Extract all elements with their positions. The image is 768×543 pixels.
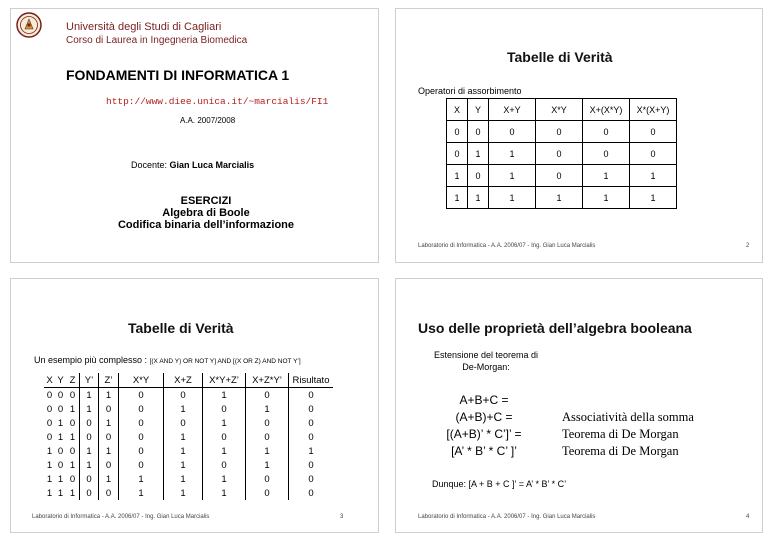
table-cell: 0 (46, 389, 53, 401)
table-header-cell: Risultato (289, 373, 334, 388)
intro-text: Un esempio più complesso : (34, 355, 148, 365)
table-cell: 0 (246, 430, 289, 444)
slide2-subtitle: Operatori di assorbimento (418, 86, 522, 96)
law-label: Teorema di De Morgan (562, 427, 679, 441)
exercise-topic-encoding: Codifica binaria dell’informazione (117, 219, 295, 231)
table-cell: 1 (447, 187, 468, 209)
table-header-cell: X (447, 99, 468, 121)
table-cell: 0 (289, 416, 334, 430)
table-cell: 0 (46, 403, 53, 415)
slide2-footer: Laboratorio di Informatica - A.A. 2006/07 - Ing. Gian Luca Marcialis (418, 243, 596, 249)
table-cell: 0 (447, 121, 468, 143)
table-cell: 1 (80, 402, 99, 416)
table-cell: 0 (99, 486, 119, 500)
demorgan-extension-line2: De-Morgan: (462, 362, 510, 372)
table-cell: 1 (119, 472, 164, 486)
slide4-footer: Laboratorio di Informatica - A.A. 2006/07 - Ing. Gian Luca Marcialis (418, 514, 596, 520)
table-header-cell: Z’ (99, 373, 119, 388)
table-row (44, 388, 333, 403)
table-cell: 1 (203, 444, 246, 458)
table-cell: 1 (583, 165, 630, 187)
table-cell: 0 (119, 388, 164, 403)
table-cell: 1 (164, 444, 203, 458)
table-cell: 1 (164, 472, 203, 486)
table-cell: 1 (164, 458, 203, 472)
table-cell: 0 (289, 388, 334, 403)
table-cell: 1 (69, 487, 76, 499)
table-cell: 0 (289, 458, 334, 472)
table-cell: 1 (536, 187, 583, 209)
table-cell: 1 (203, 416, 246, 430)
table-cell: 0 (80, 416, 99, 430)
table-row (447, 187, 677, 209)
table-row (447, 165, 677, 187)
law-label: Teorema di De Morgan (562, 444, 679, 458)
table-cell: 0 (57, 459, 64, 471)
table-cell: 1 (46, 445, 53, 457)
table-cell: 1 (69, 431, 76, 443)
absorption-truth-table (446, 98, 677, 209)
table-cell: 0 (80, 486, 99, 500)
complex-truth-table (44, 373, 333, 500)
teacher-line (131, 160, 254, 170)
equation-line: [A’ * B’ * C’ ]’ (451, 444, 517, 458)
table-cell: 0 (203, 402, 246, 416)
table-cell: 0 (99, 402, 119, 416)
table-cell: 1 (99, 444, 119, 458)
table-cell: 0 (536, 143, 583, 165)
law-label: Associatività della somma (562, 410, 694, 424)
table-cell: 1 (69, 403, 76, 415)
table-cell: 1 (46, 473, 53, 485)
table-header-cell: X*Y (119, 373, 164, 388)
equation-line: [(A+B)’ * C’]’ = (446, 427, 522, 441)
table-row (44, 458, 333, 472)
table-cell: 1 (246, 402, 289, 416)
table-header-cell: X*Y+Z’ (203, 373, 246, 388)
table-cell: 1 (164, 430, 203, 444)
table-cell: 1 (583, 187, 630, 209)
exercise-topic-boole: Algebra di Boole (162, 207, 250, 219)
table-cell: 0 (57, 445, 64, 457)
table-cell: 0 (119, 444, 164, 458)
table-cell: 1 (99, 416, 119, 430)
table-cell: 0 (69, 473, 76, 485)
table-header-cell: Y (468, 99, 489, 121)
table-row (44, 472, 333, 486)
table-cell: 1 (468, 143, 489, 165)
slide4-title: Uso delle proprietà dell’algebra booleana (418, 320, 692, 336)
table-cell: 1 (69, 459, 76, 471)
table-cell: 0 (447, 143, 468, 165)
table-cell: 0 (57, 389, 64, 401)
table-cell: 1 (489, 165, 536, 187)
table-header-cell: Y (55, 373, 66, 388)
table-header-cell: X+Y (489, 99, 536, 121)
table-cell: 1 (630, 165, 677, 187)
table-header-cell: Y’ (80, 373, 99, 388)
table-cell: 0 (630, 121, 677, 143)
table-cell: 0 (119, 430, 164, 444)
table-row (44, 486, 333, 500)
teacher-name: Gian Luca Marcialis (169, 160, 255, 170)
table-cell: 0 (289, 402, 334, 416)
table-row (44, 416, 333, 430)
table-header-row (44, 373, 333, 388)
slide4-page-number: 4 (746, 514, 750, 520)
course-url: http://www.diee.unica.it/~marcialis/FI1 (106, 96, 329, 107)
table-row (44, 402, 333, 416)
table-cell: 1 (203, 486, 246, 500)
table-cell: 0 (69, 417, 76, 429)
table-cell: 0 (99, 430, 119, 444)
table-cell: 0 (80, 430, 99, 444)
slide2-title: Tabelle di Verità (507, 49, 613, 65)
table-cell: 1 (119, 486, 164, 500)
table-cell: 0 (69, 389, 76, 401)
table-cell: 1 (164, 486, 203, 500)
table-cell: 0 (289, 430, 334, 444)
table-cell: 1 (203, 472, 246, 486)
table-cell: 1 (99, 388, 119, 403)
table-cell: 1 (57, 487, 64, 499)
table-header-row (447, 99, 677, 121)
table-row (44, 430, 333, 444)
course-name: Corso di Laurea in Ingegneria Biomedica (66, 35, 248, 46)
table-cell: 0 (119, 416, 164, 430)
slide3-intro (34, 355, 301, 365)
table-cell: 1 (468, 187, 489, 209)
table-header-cell: X+Z*Y’ (246, 373, 289, 388)
table-header-cell: Z (66, 373, 80, 388)
demorgan-conclusion: Dunque: [A + B + C ]’ = A’ * B’ * C’ (432, 479, 567, 489)
table-header-cell: X*(X+Y) (630, 99, 677, 121)
table-cell: 0 (80, 472, 99, 486)
table-cell: 0 (289, 472, 334, 486)
table-header-cell: X+Z (164, 373, 203, 388)
table-row (447, 143, 677, 165)
table-cell: 1 (246, 458, 289, 472)
table-cell: 0 (583, 121, 630, 143)
table-cell: 0 (468, 121, 489, 143)
table-cell: 1 (99, 472, 119, 486)
university-seal-icon (16, 12, 42, 38)
table-cell: 1 (80, 458, 99, 472)
table-cell: 1 (57, 473, 64, 485)
slide1-title: FONDAMENTI DI INFORMATICA 1 (66, 67, 290, 83)
table-cell: 1 (46, 459, 53, 471)
table-cell: 0 (289, 486, 334, 500)
demorgan-extension-line1: Estensione del teorema di (433, 350, 539, 360)
exercise-heading: ESERCIZI (180, 195, 232, 207)
table-cell: 1 (630, 187, 677, 209)
table-cell: 0 (536, 121, 583, 143)
table-cell: 1 (164, 402, 203, 416)
table-cell: 0 (164, 416, 203, 430)
table-cell: 1 (489, 143, 536, 165)
table-cell: 0 (164, 388, 203, 403)
academic-year: A.A. 2007/2008 (180, 116, 236, 125)
equation-line: A+B+C = (459, 393, 509, 407)
table-cell: 1 (203, 388, 246, 403)
table-cell: 0 (630, 143, 677, 165)
table-cell: 0 (246, 416, 289, 430)
university-name: Università degli Studi di Cagliari (66, 21, 222, 33)
table-cell: 1 (489, 187, 536, 209)
table-cell: 0 (99, 458, 119, 472)
table-cell: 0 (246, 486, 289, 500)
table-cell: 0 (536, 165, 583, 187)
table-cell: 0 (583, 143, 630, 165)
table-cell: 0 (246, 472, 289, 486)
table-header-cell: X+(X*Y) (583, 99, 630, 121)
table-cell: 0 (246, 388, 289, 403)
table-cell: 1 (246, 444, 289, 458)
table-cell: 0 (69, 445, 76, 457)
table-cell: 1 (46, 487, 53, 499)
table-cell: 0 (203, 458, 246, 472)
table-cell: 1 (57, 417, 64, 429)
table-cell: 1 (80, 444, 99, 458)
table-cell: 0 (203, 430, 246, 444)
table-cell: 0 (489, 121, 536, 143)
table-cell: 0 (46, 417, 53, 429)
table-cell: 0 (468, 165, 489, 187)
table-cell: 1 (447, 165, 468, 187)
table-cell: 0 (46, 431, 53, 443)
slide3-footer: Laboratorio di Informatica - A.A. 2006/07 - Ing. Gian Luca Marcialis (32, 514, 210, 520)
table-header-cell: X (44, 373, 55, 388)
table-cell: 1 (57, 431, 64, 443)
slide3-page-number: 3 (340, 514, 344, 520)
intro-formula: [(X AND Y) OR NOT Y] AND [(X OR Z) AND NOT Y’] (149, 358, 301, 365)
table-row (447, 121, 677, 143)
table-cell: 1 (289, 444, 334, 458)
table-cell: 0 (119, 402, 164, 416)
table-cell: 0 (119, 458, 164, 472)
equation-line: (A+B)+C = (455, 410, 513, 424)
slide2-page-number: 2 (746, 243, 750, 249)
table-header-cell: X*Y (536, 99, 583, 121)
table-cell: 1 (80, 388, 99, 403)
slide3-title: Tabelle di Verità (128, 320, 234, 336)
teacher-label: Docente: (131, 160, 168, 170)
table-row (44, 444, 333, 458)
table-cell: 0 (57, 403, 64, 415)
